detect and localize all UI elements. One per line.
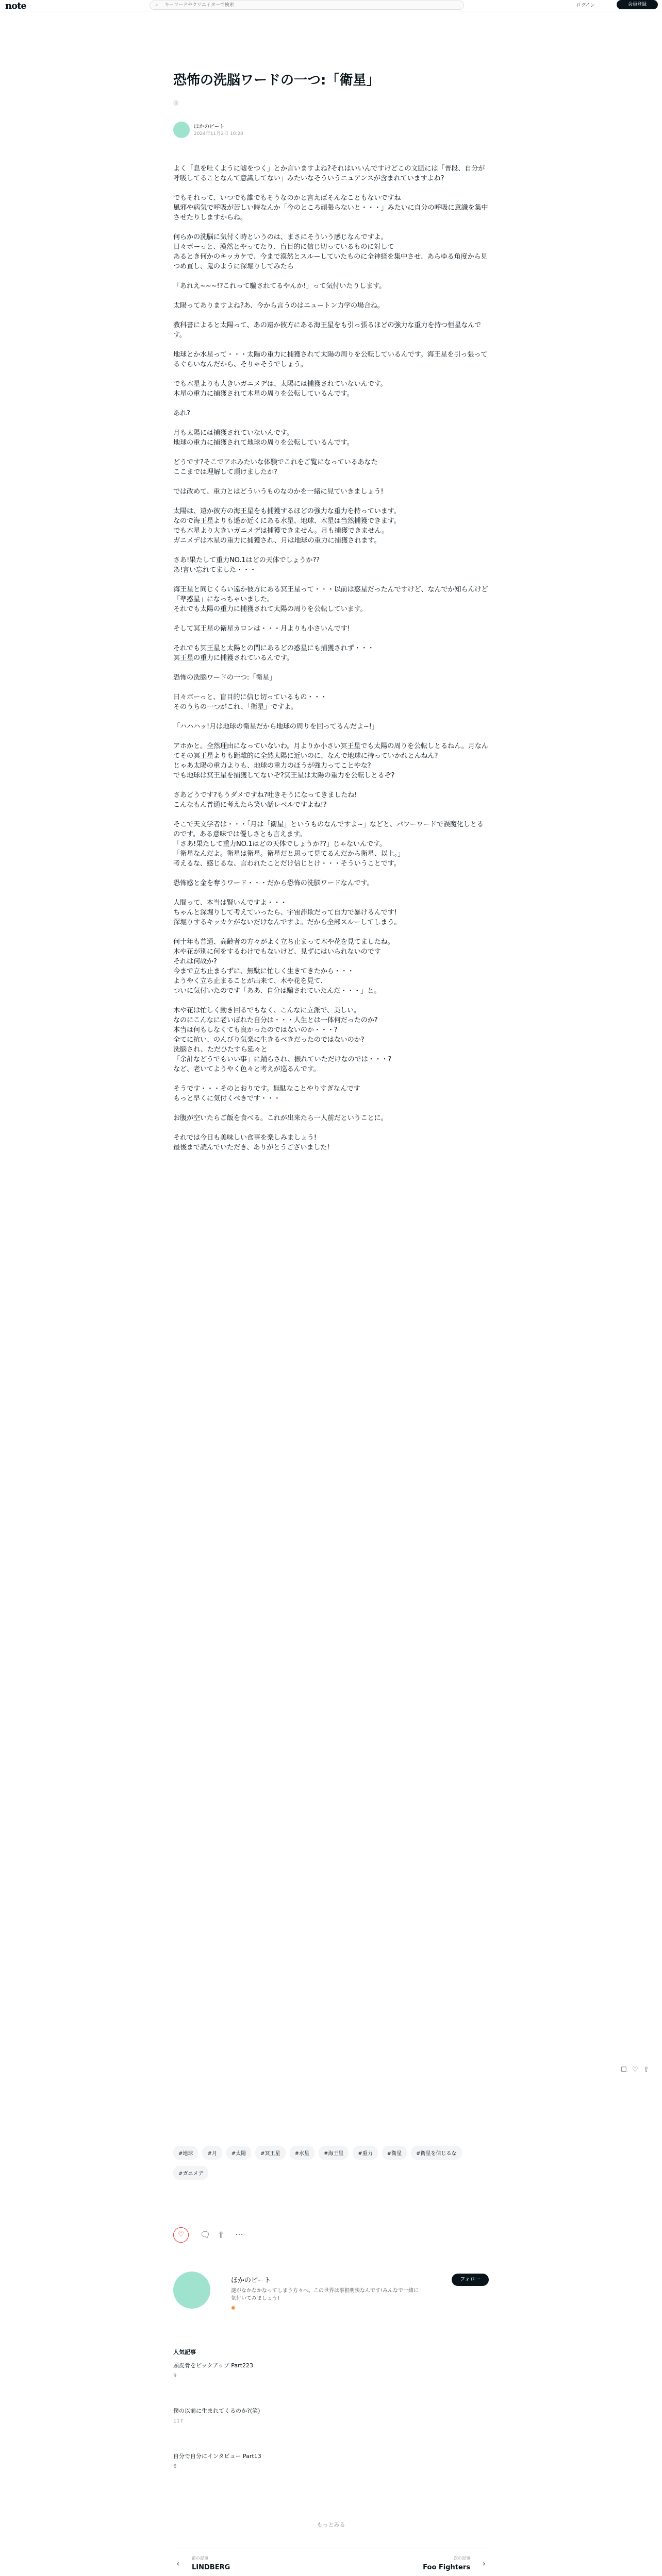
tag[interactable]: #太陽 xyxy=(226,2146,251,2160)
popular-item-title[interactable]: 自分で自分にインタビュー Part13 xyxy=(173,2453,261,2460)
comment-icon[interactable]: 🗨︎ xyxy=(200,2230,211,2240)
prev-label: 前の記事 xyxy=(192,2556,208,2561)
paragraph: 「ハハハッ!月は地球の衛星だから地球の周りを回ってるんだよ~!」 xyxy=(173,723,378,731)
profile-bio: 謎がなかなかなってしまう方々へ。この世界は事根明快なんです!みんなで一緒に気付いてみましょう! xyxy=(231,2288,419,2301)
paragraph: でもそれって、いつでも誰でもそうなのかと言えばそんなこともないですね 風邪や病気で呼吸が苦しい時なんか「今のところ頑張らないと・・・」みたいに自分の呼吸に意識を集中させたりしますからね。 xyxy=(173,194,488,222)
action-bar xyxy=(173,2227,489,2243)
membership-icon: ◎ xyxy=(173,99,179,106)
popular-item-title[interactable]: 僕の以前に生まれてくるのか?(笑) xyxy=(173,2408,260,2414)
paragraph: そうです・・・そのとおりです。無駄なことやりすぎなんです もっと早くに気付くべきです・・・ xyxy=(173,1085,360,1103)
tag[interactable]: #重力 xyxy=(353,2146,377,2160)
next-article-link[interactable]: Foo Fighters xyxy=(423,2564,470,2571)
paragraph: 太陽は、遠か彼方の海王星をも捕獲するほどの強力な重力を持っています。 なので海王星よりも遥か近くにある水星、地球、木星は当然捕獲できます。 でも木星より大きいガニメデは捕獲できません。月も捕獲できません。 ガニメデは木星の重力に捕獲され、月は地球の重力に捕獲されます。 xyxy=(173,507,401,545)
article-navigation xyxy=(173,2548,489,2576)
paragraph: 海王星と同じくらい遠か彼方にある冥王星って・・・以前は惑星だったんですけど、なんでか知らんけど「準惑星」になっちゃいました。 それでも太陽の重力に捕獲されて太陽の周りを公転しています。 xyxy=(173,586,488,613)
paragraph: 恐怖感と金を奪うワード・・・だから恐怖の洗脳ワードなんです。 xyxy=(173,879,374,887)
paragraph: 木や花は忙しく動き回るでもなく、こんなに立派で、美しい。 なのにこんなに老いぼれた自分は・・・人生とは一体何だったのか? 本当は何もしなくても良かったのではないのか・・・? 全てに抗い、のんびり気楽に生きるべきだったのではないのか? 洗脳され、ただひたすら延々と 「余計などうでもいい事」に踊らされ、振れていただけなのでは・・・? など、老いてようやく色々と考えが巡るんです。 xyxy=(173,1007,392,1073)
profile-name[interactable]: ほかのピート xyxy=(231,2277,271,2284)
paragraph: そこで天文学者は・・・「月は「衛星」というものなんですよ~」などと、パワーワードで誤魔化しとるのです。ある意味では優しさとも言えます。 「さあ!果たして重力NO.1はどの天体でしょうか??」じゃないんです。 「衛星なんだよ。衛星は衛星。衛星だと思って見てるんだから衛星、以上。」 考えるな、感じるな、言われたことだけ信じとけ・・・そういうことです。 xyxy=(173,821,484,868)
tag[interactable]: #地球 xyxy=(173,2146,198,2160)
heart-icon[interactable]: ♡ xyxy=(632,2066,638,2074)
popular-item-likes: 6 xyxy=(173,2464,177,2469)
popular-item-likes: 117 xyxy=(173,2418,184,2424)
popular-item-title[interactable]: 頭皮骨をピックアップ Part223 xyxy=(173,2362,253,2369)
paragraph: さあどうです?もうダメですね?吐きそうになってきましたね! こんなもん普通に考えたら笑い話レベルですよね!? xyxy=(173,791,357,809)
author-avatar[interactable] xyxy=(173,122,190,138)
article-title: 恐怖の洗脳ワードの一つ:「衛星」 xyxy=(173,73,380,88)
paragraph: よく「息を吐くように嘘をつく」とか言いますよね?それはいいんですけどこの文脈には「普段、自分が呼吸してることなんて意識してない」みたいなそういうニュアンスが含まれていますよね? xyxy=(173,165,485,182)
paragraph: では改めて、重力とはどういうものなのかを一緒に見ていきましょう! xyxy=(173,488,384,496)
tag[interactable]: #月 xyxy=(202,2146,222,2160)
paragraph: 何十年も普通、高齢者の方々がよく立ち止まって木や花を見てましたね。 木や花が別に何をするわけでもないけど、見ずにはいられないのです それは何故か? 今まで立ち止まらずに、無駄に忙しく生きてきたから・・・ ようやく立ち止まることが出来て、木や花を見て、 ついに気付いたのです「ああ、自分は騙されていたんだ・・・」と。 xyxy=(173,938,394,995)
tag-list xyxy=(173,2146,489,2180)
paragraph: さあ!果たして重力NO.1はどの天体でしょうか?? あ!言い忘れてました・・・ xyxy=(173,556,320,574)
side-share-bar xyxy=(621,2066,652,2076)
search-input[interactable] xyxy=(164,2,453,8)
paragraph: 「あれえ~~~!?これって騙されてるやんか!」って気付いたりします。 xyxy=(173,282,386,290)
paragraph: それでは今日も美味しい食事を楽しみましょう! 最後まで読んでいただき、ありがとうございました! xyxy=(173,1134,330,1151)
paragraph: お腹が空いたらご飯を食べる。これが出来たら一人前だということに。 xyxy=(173,1114,388,1122)
author-name[interactable]: ほかのピート xyxy=(194,124,225,130)
profile-avatar[interactable] xyxy=(173,2272,210,2309)
rss-icon[interactable]: ◉ xyxy=(231,2305,236,2311)
tag[interactable]: #衛星 xyxy=(382,2146,407,2160)
like-button[interactable]: ♡ xyxy=(173,2227,189,2243)
note-logo[interactable]: note xyxy=(5,1,26,11)
chevron-right-icon[interactable]: › xyxy=(482,2558,486,2568)
next-label: 次の記事 xyxy=(454,2556,470,2561)
paragraph: 日々ボーっと、盲目的に信じ切っているもの・・・ そのうちの一つがこれ、「衛星」ですよ。 xyxy=(173,693,327,711)
paragraph: 地球とか水星って・・・太陽の重力に捕獲されて太陽の周りを公転しているんです。海王星を引っ張ってるぐらいなんだから、そりゃそうでしょう。 xyxy=(173,351,488,368)
publish-date: 2024年11月2日 10:20 xyxy=(194,131,243,137)
tag[interactable]: #衛星を信じるな xyxy=(411,2146,461,2160)
tag[interactable]: #海王星 xyxy=(319,2146,349,2160)
paragraph: 月も太陽には捕獲されていないんです。 地球の重力に捕獲されて地球の周りを公転しているんです。 xyxy=(173,429,354,447)
paragraph: それでも冥王星と太陽との間にあるどの惑星にも捕獲されず・・・ 冥王星の重力に捕獲されているんです。 xyxy=(173,645,374,662)
more-link[interactable]: もっとみる xyxy=(317,2521,345,2528)
header xyxy=(0,0,662,11)
popular-heading: 人気記事 xyxy=(173,2349,196,2355)
prev-article-link[interactable]: LINDBERG xyxy=(192,2564,230,2571)
paragraph: 何らかの洗脳に気付く時というのは、まさにそういう感じなんですよ。 日々ボーっと、漠然とやってたり、盲目的に信じ切っているものに対して あるとき何かのキッカケで、今まで漠然とスルーしていたものに全神経を集中させ、あらゆる角度から見つめ直し、鬼のように深堀りしてみたら xyxy=(173,233,488,270)
tag[interactable]: #冥王星 xyxy=(255,2146,285,2160)
paragraph: 教科書によると太陽って、あの遠か彼方にある海王星をも引っ張るほどの強力な重力を持つ恒星なんです。 xyxy=(173,321,482,339)
article-body xyxy=(173,164,489,1162)
paragraph: 太陽ってありますよね?あ、今から言うのはニュートン力学の場合ね。 xyxy=(173,302,384,310)
login-link[interactable]: ログイン xyxy=(576,3,595,8)
heading-paragraph: 恐怖の洗脳ワードの一つ:「衛星」 xyxy=(173,674,276,682)
follow-button[interactable]: フォロー xyxy=(452,2274,489,2286)
comment-icon[interactable]: ☐ xyxy=(621,2066,627,2074)
more-icon[interactable]: ⋯ xyxy=(235,2229,243,2239)
paragraph: そして冥王星の衛星カロンは・・・月よりも小さいんです! xyxy=(173,625,350,633)
paragraph: アホかと。全然理由になっていないわ。月よりか小さい冥王星でも太陽の周りを公転しとるねん。月なんてその冥王星よりも距離的に全然太陽に近いのに、なんで地球に持っていかれとんねん? じゃあ太陽の重力よりも、地球の重力のほうが強力ってことやな? でも地球は冥王星を捕獲してないぞ?冥王星は太陽の重力を公転しとるぞ? xyxy=(173,742,488,779)
share-icon[interactable]: ⇧ xyxy=(218,2230,225,2240)
paragraph: あれ? xyxy=(173,410,190,417)
paragraph: でも木星よりも大きいガニメデは、太陽には捕獲されていないんです。 木星の重力に捕獲されて木星の周りを公転しているんです。 xyxy=(173,380,387,398)
tag[interactable]: #ガニメデ xyxy=(173,2166,208,2180)
search-box[interactable] xyxy=(150,1,464,10)
paragraph: 人間って、本当は賢いんですよ・・・ ちゃんと深堀りして考えていったら、宇宙詐欺だって自力で暴けるんです! 深堀りするキッカケがないだけなんですよ。だから全部スルーしてしまう。 xyxy=(173,899,401,926)
chevron-left-icon[interactable]: ‹ xyxy=(176,2558,180,2568)
tag[interactable]: #水星 xyxy=(290,2146,315,2160)
popular-item-likes: 9 xyxy=(173,2373,177,2379)
search-icon: ⌕ xyxy=(155,2,158,8)
share-icon[interactable]: ⇧ xyxy=(643,2066,649,2074)
paragraph: どうです?そこでアホみたいな体験でこれをご覧になっているあなた ここまでは理解して頂けましたか? xyxy=(173,459,378,476)
register-button[interactable]: 会員登録 xyxy=(617,0,658,9)
